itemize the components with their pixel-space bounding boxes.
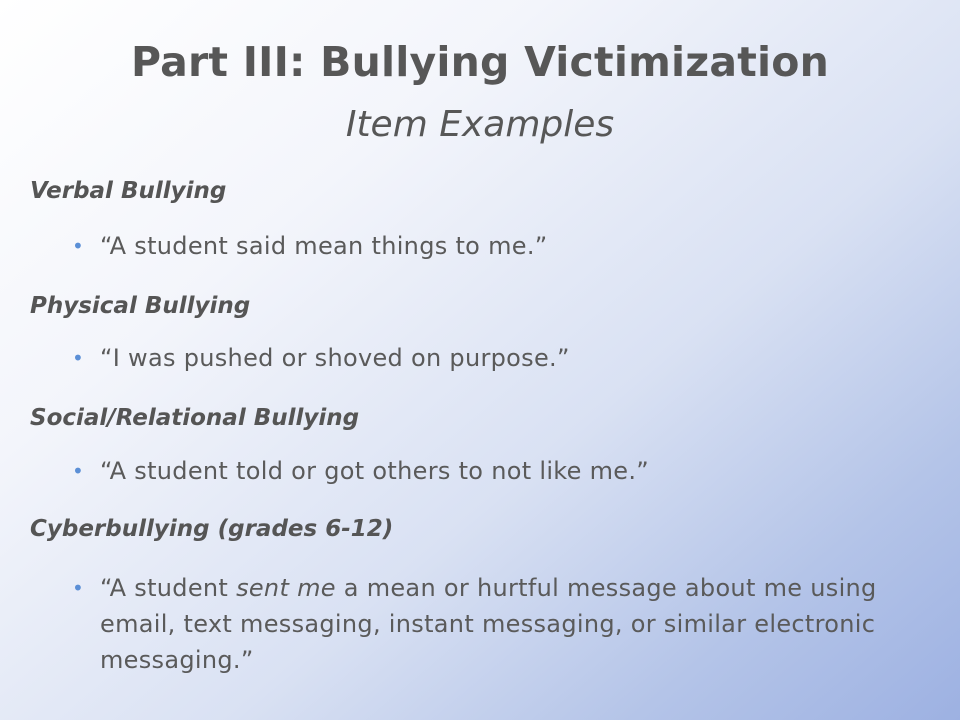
bullet-icon: • — [72, 576, 84, 600]
section-heading-verbal: Verbal Bullying — [30, 178, 227, 204]
section-heading-physical: Physical Bullying — [30, 293, 251, 319]
item-physical: “I was pushed or shoved on purpose.” — [100, 344, 570, 372]
item-cyber — [100, 570, 940, 678]
section-heading-social: Social/Relational Bullying — [30, 405, 360, 431]
bullet-icon: • — [72, 459, 84, 483]
item-cyber-after: a mean or hurtful message about me using email, text messaging, instant messaging, or similar electronic messaging.” — [100, 574, 877, 674]
section-heading-cyber: Cyberbullying (grades 6-12) — [30, 516, 394, 542]
bullet-icon: • — [72, 346, 84, 370]
item-social: “A student told or got others to not like me.” — [100, 457, 650, 485]
item-verbal: “A student said mean things to me.” — [100, 232, 548, 260]
slide-subtitle: Item Examples — [345, 104, 615, 145]
bullet-icon: • — [72, 234, 84, 258]
item-cyber-before: “A student — [100, 574, 237, 602]
item-cyber-emphasis: sent me — [236, 574, 336, 602]
slide-title: Part III: Bullying Victimization — [130, 38, 829, 86]
